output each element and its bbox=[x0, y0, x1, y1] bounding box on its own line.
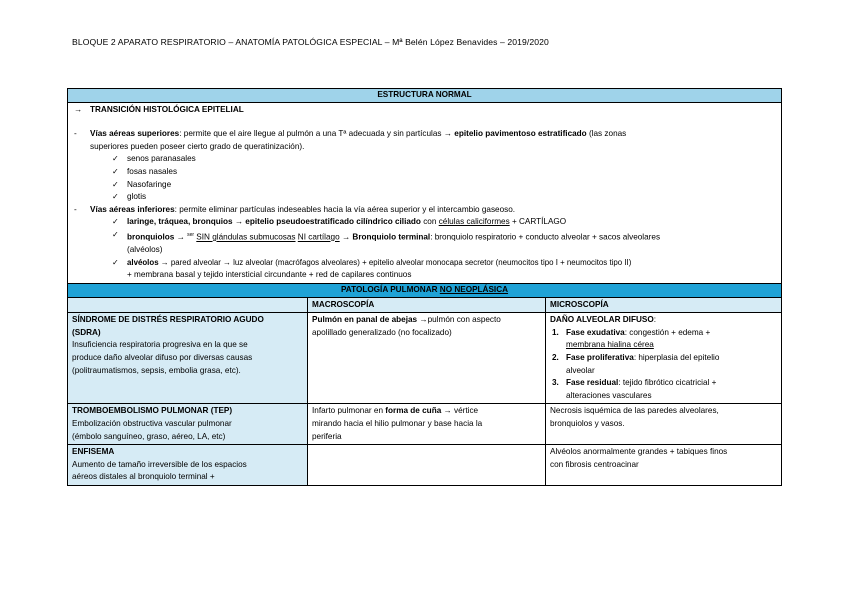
check-icon: ✓ bbox=[112, 166, 119, 176]
pathology-title: PATOLOGÍA PULMONAR NO NEOPLÁSICA bbox=[68, 284, 782, 298]
normal-content: → TRANSICIÓN HISTOLÓGICA EPITELIAL - Vías aéreas superiores: permite que el aire llegue al pulmón a una Tª adecuada y sin partículas → epitelio pavimentoso estratificado (las zonas superiores pueden poseer cierto grado de queratinización). ✓ senos paranasales ✓ fosas nasales ✓ Nasofaringe ✓ glotis - Vías aéreas inferiores: permite eliminar partículas indeseables hacia la vía aérea superior y el intercambio gaseoso. ✓ laringe, tráquea, bronquios → epitelio pseudoestratificado cilíndrico ciliado con células caliciformes + CARTÍLAGO ✓ bronquiolos → $^{ser}$ SIN glándulas submucosas NI cartílago → Bronquiolo terminal: bronquiolo respiratorio + conducto alveolar + sacos alveolares (alvéolos) ✓ alvéolos → pared alveolar → luz alveolar (macrófagos alveolares) + epitelio alveolar monocapa secretor (neumocitos tipo I + neumocitos tipo II) + membrana basal y tejido intersticial circundante + red de capilares continuos bbox=[68, 102, 782, 283]
disease-cell: SÍNDROME DE DISTRÉS RESPIRATORIO AGUDO (SDRA) Insuficiencia respiratoria progresiva en la que se produce daño alveolar difuso por diversas causas (politraumatismos, sepsis, embolia grasa, etc). bbox=[68, 313, 308, 404]
macro-cell: Pulmón en panal de abejas →pulmón con aspecto apolillado generalizado (no focalizado) bbox=[308, 313, 546, 404]
normal-content-row bbox=[68, 102, 782, 283]
lower-airways: - Vías aéreas inferiores: permite eliminar partículas indeseables hacia la vía aérea superior y el intercambio gaseoso. bbox=[74, 204, 516, 214]
list-item: ✓ Nasofaringe bbox=[72, 179, 777, 192]
list-item: ✓ bronquiolos → $^{ser}$ SIN glándulas submucosas NI cartílago → Bronquiolo terminal: bronquiolo respiratorio + conducto alveolar + sacos alveolares bbox=[112, 229, 661, 242]
normal-title: ESTRUCTURA NORMAL bbox=[68, 89, 782, 103]
table-row bbox=[68, 313, 782, 404]
micro-cell: DAÑO ALVEOLAR DIFUSO: 1. Fase exudativa: congestión + edema + membrana hialina cérea 2. Fase proliferativa: hiperplasia del epitelio alveolar 3. Fase residual: tejido fibrótico cicatricial + alteraciones vasculares bbox=[546, 313, 782, 404]
list-item: ✓ alvéolos → pared alveolar → luz alveolar (macrófagos alveolares) + epitelio alveolar monocapa secretor (neumocitos tipo I + neumocitos tipo II) bbox=[72, 257, 777, 270]
normal-title-row bbox=[68, 89, 782, 103]
list-item: ✓ laringe, tráquea, bronquios → epitelio pseudoestratificado cilíndrico ciliado con células caliciformes + CARTÍLAGO bbox=[72, 216, 777, 229]
check-icon: ✓ bbox=[112, 257, 119, 267]
micro-header: MICROSCOPÍA bbox=[546, 297, 782, 313]
macro-header: MACROSCOPÍA bbox=[308, 297, 546, 313]
disease-cell: ENFISEMA Aumento de tamaño irreversible de los espacios aéreos distales al bronquiolo terminal + bbox=[68, 445, 308, 486]
check-icon: ✓ bbox=[112, 229, 119, 239]
content-table bbox=[67, 88, 782, 486]
list-item: ✓ fosas nasales bbox=[72, 166, 777, 179]
transition-heading: → TRANSICIÓN HISTOLÓGICA EPITELIAL bbox=[72, 104, 777, 117]
arrow-icon: → bbox=[74, 104, 83, 114]
micro-cell: Alvéolos anormalmente grandes + tabiques finos con fibrosis centroacinar bbox=[546, 445, 782, 486]
macro-cell bbox=[308, 445, 546, 486]
disease-cell: TROMBOEMBOLISMO PULMONAR (TEP) Embolización obstructiva vascular pulmonar (émbolo sanguíneo, graso, aéreo, LA, etc) bbox=[68, 404, 308, 445]
check-icon: ✓ bbox=[112, 154, 119, 164]
list-item: ✓ glotis bbox=[72, 191, 777, 204]
list-item: ✓ senos paranasales bbox=[72, 153, 777, 166]
table-row bbox=[68, 445, 782, 486]
micro-cell: Necrosis isquémica de las paredes alveolares, bronquiolos y vasos. bbox=[546, 404, 782, 445]
pathology-title-row bbox=[68, 284, 782, 298]
check-icon: ✓ bbox=[112, 179, 119, 189]
macro-cell: Infarto pulmonar en forma de cuña → vértice mirando hacia el hilio pulmonar y base hacia la periferia bbox=[308, 404, 546, 445]
check-icon: ✓ bbox=[112, 217, 119, 227]
check-icon: ✓ bbox=[112, 192, 119, 202]
empty-header-cell bbox=[68, 297, 308, 313]
table-row bbox=[68, 404, 782, 445]
upper-airways: - Vías aéreas superiores: permite que el aire llegue al pulmón a una Tª adecuada y sin partículas → epitelio pavimentoso estratificado (las zonas bbox=[74, 129, 627, 139]
document-header: BLOQUE 2 APARATO RESPIRATORIO – ANATOMÍA PATOLÓGICA ESPECIAL – Mª Belén López Benavides – 2019/2020 bbox=[72, 37, 549, 47]
column-header-row bbox=[68, 297, 782, 313]
